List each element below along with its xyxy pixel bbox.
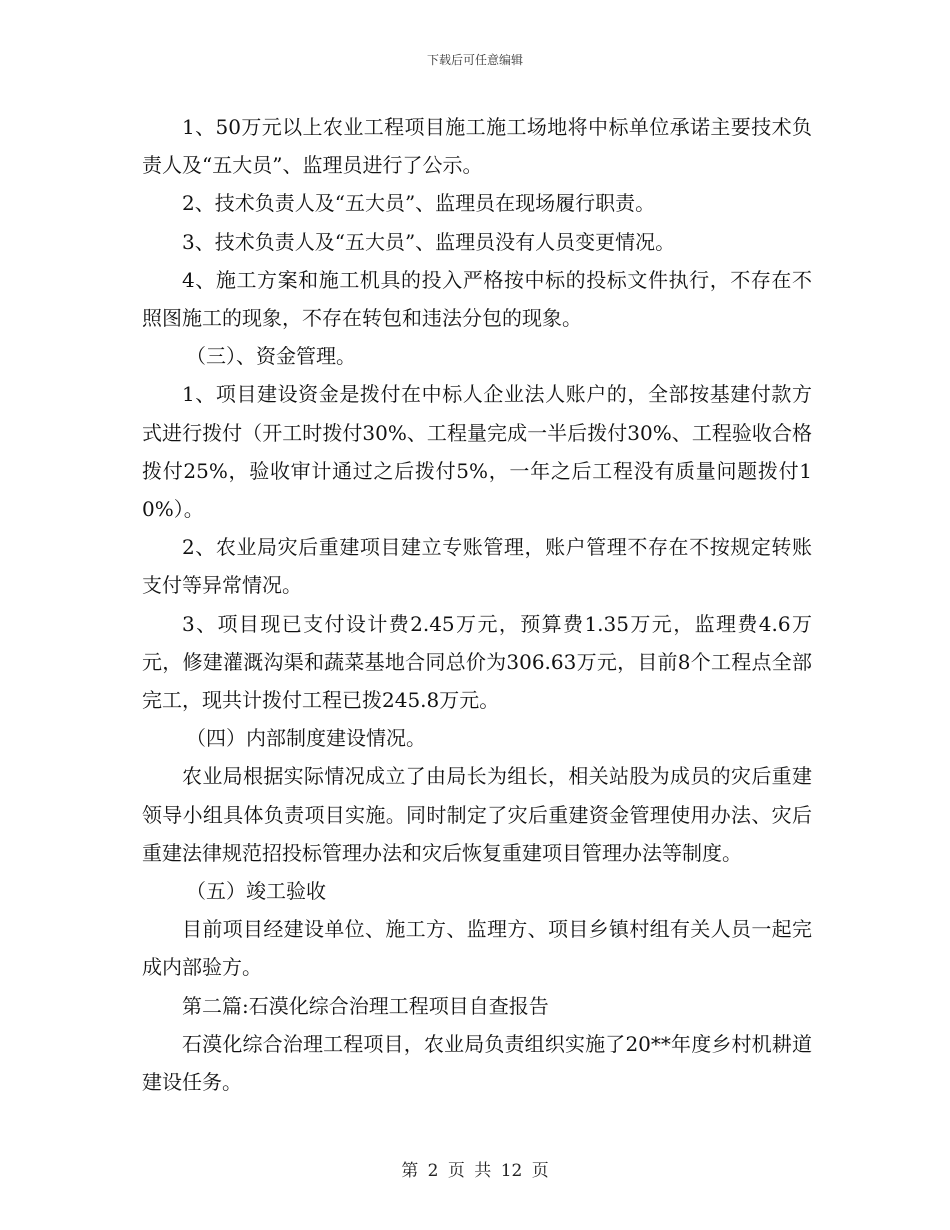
chapter-title-part-two: 第二篇:石漠化综合治理工程项目自查报告 xyxy=(182,993,549,1018)
paragraph-funds-1: 1、项目建设资金是拨付在中标人企业法人账户的，全部按基建付款方式进行拨付（开工时拨付30%、工程量完成一半后拨付30%、工程验收合格拨付25%，验收审计通过之后拨付5%，一年之后工程没有质量问题拨付10%）。 xyxy=(142,382,812,522)
section-heading-internal-system: （四）内部制度建设情况。 xyxy=(186,726,426,751)
paragraph-1: 1、50万元以上农业工程项目施工施工场地将中标单位承诺主要技术负责人及“五大员”、监理员进行了公示。 xyxy=(142,115,812,178)
paragraph-2: 2、技术负责人及“五大员”、监理员在现场履行职责。 xyxy=(182,191,656,216)
document-body xyxy=(142,108,812,1101)
section-heading-funds: （三）、资金管理。 xyxy=(186,344,356,369)
page-number-footer: 第 2 页 共 12 页 xyxy=(401,1161,549,1181)
paragraph-acceptance: 目前项目经建设单位、施工方、监理方、项目乡镇村组有关人员一起完成内部验方。 xyxy=(142,917,812,980)
paragraph-3: 3、技术负责人及“五大员”、监理员没有人员变更情况。 xyxy=(182,229,676,254)
paragraph-funds-2: 2、农业局灾后重建项目建立专账管理，账户管理不存在不按规定转账支付等异常情况。 xyxy=(142,535,812,598)
section-heading-acceptance: （五）竣工验收 xyxy=(186,879,326,904)
paragraph-funds-3: 3、项目现已支付设计费2.45万元，预算费1.35万元，监理费4.6万元，修建灌溉沟渠和蔬菜基地合同总价为306.63万元，目前8个工程点全部完工，现共计拨付工程已拨245.8万元。 xyxy=(142,611,812,713)
page-header: 下载后可任意编辑 xyxy=(426,53,523,67)
paragraph-internal-system: 农业局根据实际情况成立了由局长为组长，相关站股为成员的灾后重建领导小组具体负责项目实施。同时制定了灾后重建资金管理使用办法、灾后重建法律规范招投标管理办法和灾后恢复重建项目管理办法等制度。 xyxy=(142,764,812,865)
paragraph-part-two-intro: 石漠化综合治理工程项目，农业局负责组织实施了20**年度乡村机耕道建设任务。 xyxy=(142,1031,812,1095)
paragraph-4: 4、施工方案和施工机具的投入严格按中标的投标文件执行，不存在不照图施工的现象，不存在转包和违法分包的现象。 xyxy=(142,267,812,331)
